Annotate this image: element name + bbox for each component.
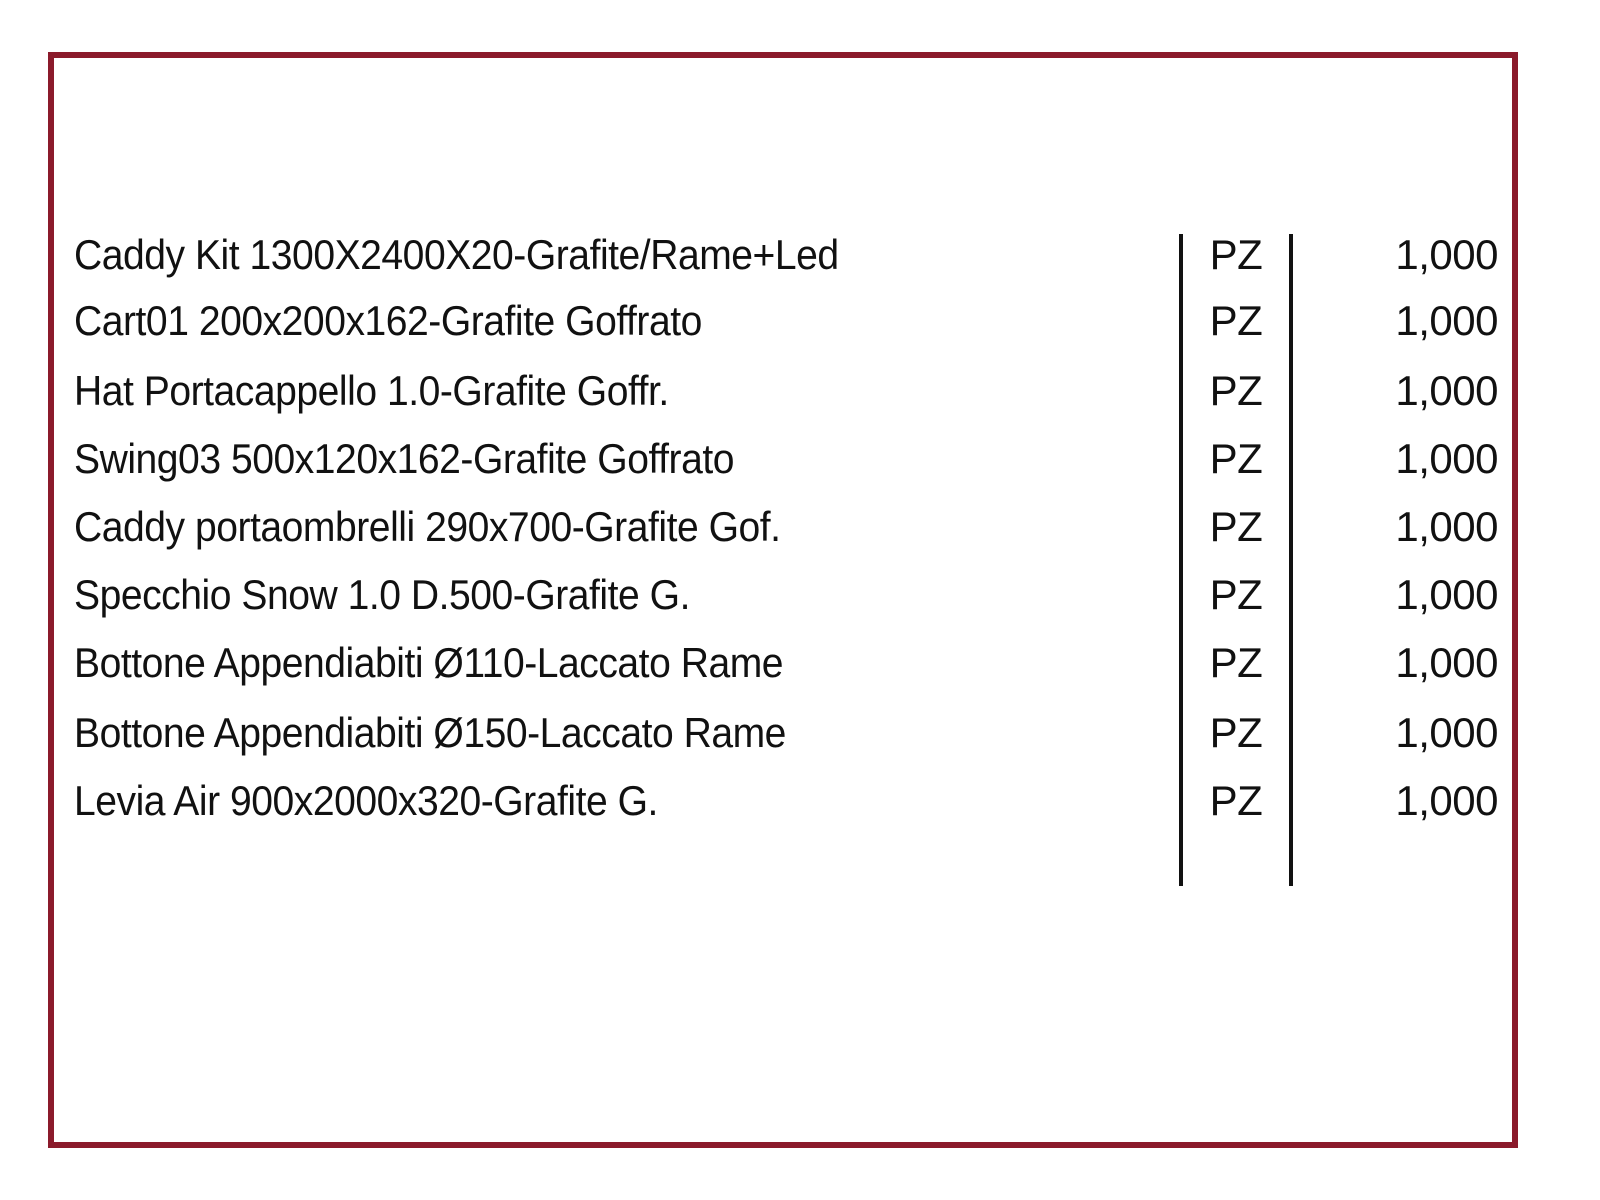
item-quantity: 1,000 [1395,367,1498,414]
item-quantity: 1,000 [1395,777,1498,824]
table-row [54,766,1512,836]
item-unit: PZ [1209,367,1263,414]
item-description: Bottone Appendiabiti Ø150-Laccato Rame [74,709,786,756]
item-quantity: 1,000 [1395,709,1498,756]
table-row [54,628,1512,698]
item-description: Cart01 200x200x162-Grafite Goffrato [74,297,702,344]
item-description: Levia Air 900x2000x320-Grafite G. [74,777,658,824]
item-quantity: 1,000 [1395,231,1498,278]
item-description: Bottone Appendiabiti Ø110-Laccato Rame [74,639,784,686]
table-row [54,220,1512,290]
item-unit: PZ [1209,709,1263,756]
item-unit: PZ [1209,435,1263,482]
table-row [54,492,1512,562]
item-unit: PZ [1209,231,1263,278]
item-quantity: 1,000 [1395,571,1498,618]
item-description: Caddy Kit 1300X2400X20-Grafite/Rame+Led [74,231,839,278]
item-unit: PZ [1209,503,1263,550]
item-description: Specchio Snow 1.0 D.500-Grafite G. [74,571,690,618]
item-unit: PZ [1209,639,1263,686]
item-quantity: 1,000 [1395,297,1498,344]
document-frame [48,52,1518,1148]
item-description: Swing03 500x120x162-Grafite Goffrato [74,435,735,482]
table-row [54,356,1512,426]
item-unit: PZ [1209,571,1263,618]
item-unit: PZ [1209,777,1263,824]
item-description: Caddy portaombrelli 290x700-Grafite Gof. [74,503,781,550]
table-row [54,286,1512,356]
item-unit: PZ [1209,297,1263,344]
item-quantity: 1,000 [1395,639,1498,686]
item-description: Hat Portacappello 1.0-Grafite Goffr. [74,367,669,414]
items-table [54,58,1512,1142]
table-row [54,698,1512,768]
table-row [54,424,1512,494]
item-quantity: 1,000 [1395,435,1498,482]
table-row [54,560,1512,630]
item-quantity: 1,000 [1395,503,1498,550]
